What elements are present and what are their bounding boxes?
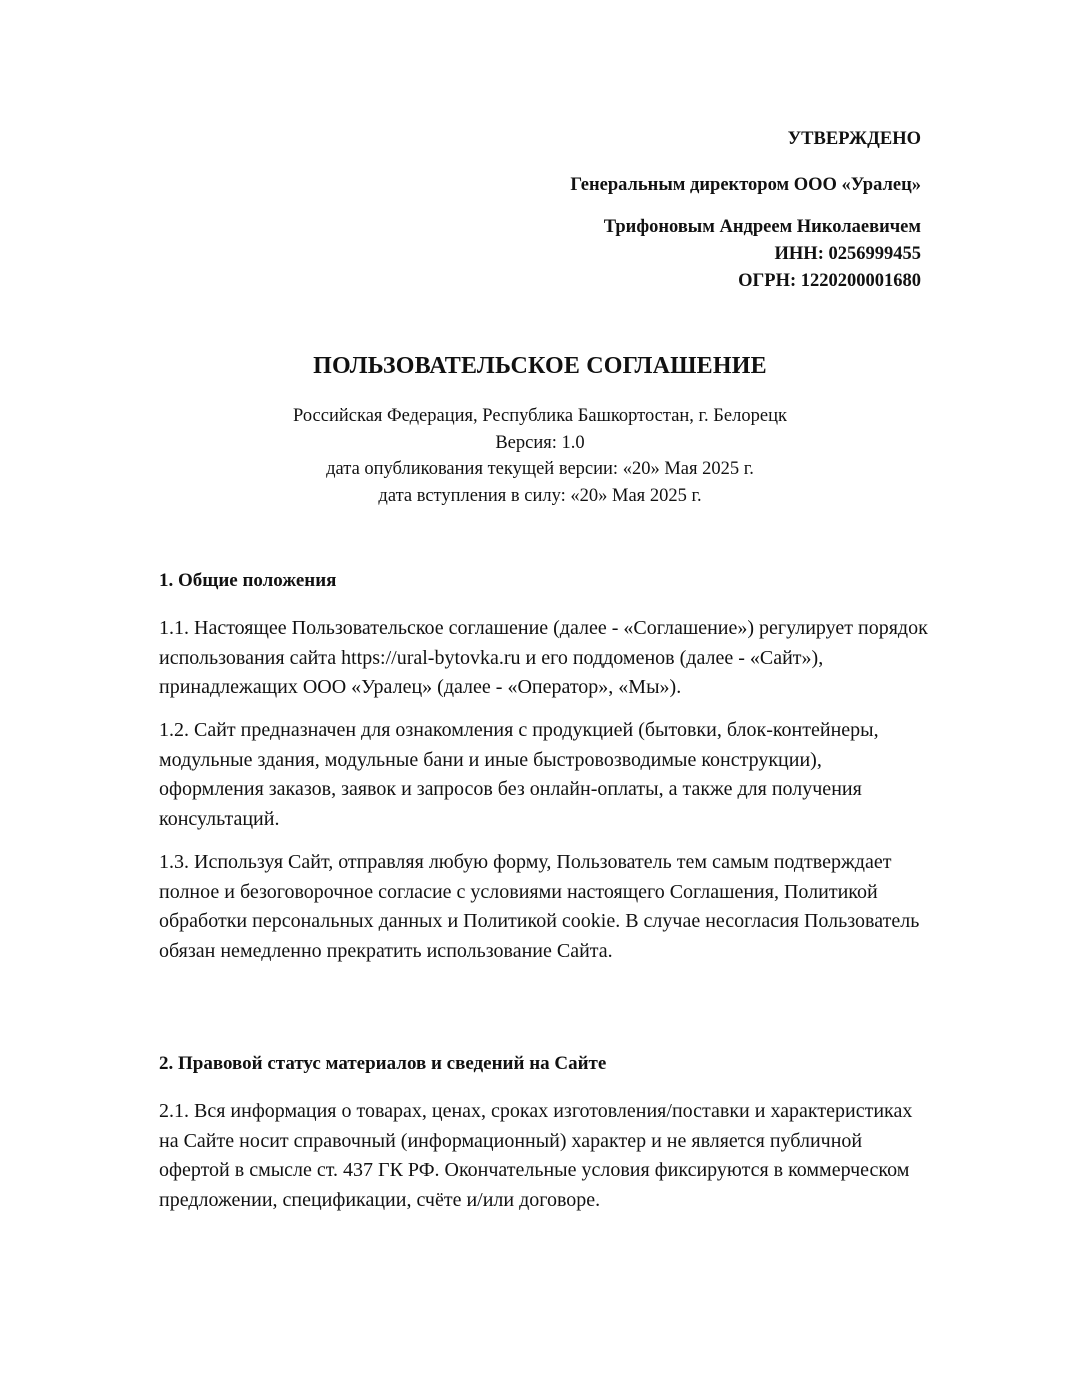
document-published-date: дата опубликования текущей версии: «20» Мая 2025 г. [326, 459, 754, 479]
section-heading-general: 1. Общие положения [159, 570, 337, 591]
approval-inn: ИНН: 0256999455 [774, 244, 921, 264]
document-title: ПОЛЬЗОВАТЕЛЬСКОЕ СОГЛАШЕНИЕ [313, 353, 767, 379]
paragraph-1-3: 1.3. Используя Сайт, отправляя любую форму, Пользователь тем самым подтверждает полное и безоговорочное согласие с условиями настоящего Соглашения, Политикой обработки персональных данных и Политикой cookie. В случае несогласия Пользователь обязан немедленно прекратить использование Сайта. [159, 851, 920, 962]
approval-block [570, 126, 921, 295]
approval-ogrn: ОГРН: 1220200001680 [738, 271, 921, 291]
document-meta [0, 403, 1080, 509]
section-heading-legal-status: 2. Правовой статус материалов и сведений на Сайте [159, 1053, 607, 1074]
approval-approved-by: Генеральным директором ООО «Уралец» [570, 175, 921, 195]
document-location: Российская Федерация, Республика Башкортостан, г. Белорецк [293, 406, 787, 426]
approval-director-name: Трифоновым Андреем Николаевичем [603, 217, 921, 237]
paragraph-1-2: 1.2. Сайт предназначен для ознакомления с продукцией (бытовки, блок-контейнеры, модульные здания, модульные бани и иные быстровозводимые конструкции), оформления заказов, заявок и запросов без онлайн-оплаты, а также для получения консультаций. [159, 719, 879, 830]
approval-title: УТВЕРЖДЕНО [787, 129, 921, 149]
document-version: Версия: 1.0 [495, 432, 585, 453]
paragraph-2-1: 2.1. Вся информация о товарах, ценах, сроках изготовления/поставки и характеристиках на Сайте носит справочный (информационный) характер и не является публичной офертой в смысле ст. 437 ГК РФ. Окончательные условия фиксируются в коммерческом предложении, спецификации, счёте и/или договоре. [159, 1100, 913, 1211]
paragraph-1-1: 1.1. Настоящее Пользовательское соглашение (далее - «Соглашение») регулирует порядок использования сайта https://ural-bytovka.ru и его поддоменов (далее - «Сайт»), принадлежащих ООО «Уралец» (далее - «Оператор», «Мы»). [159, 617, 928, 698]
document-effective-date: дата вступления в силу: «20» Мая 2025 г. [378, 485, 702, 506]
